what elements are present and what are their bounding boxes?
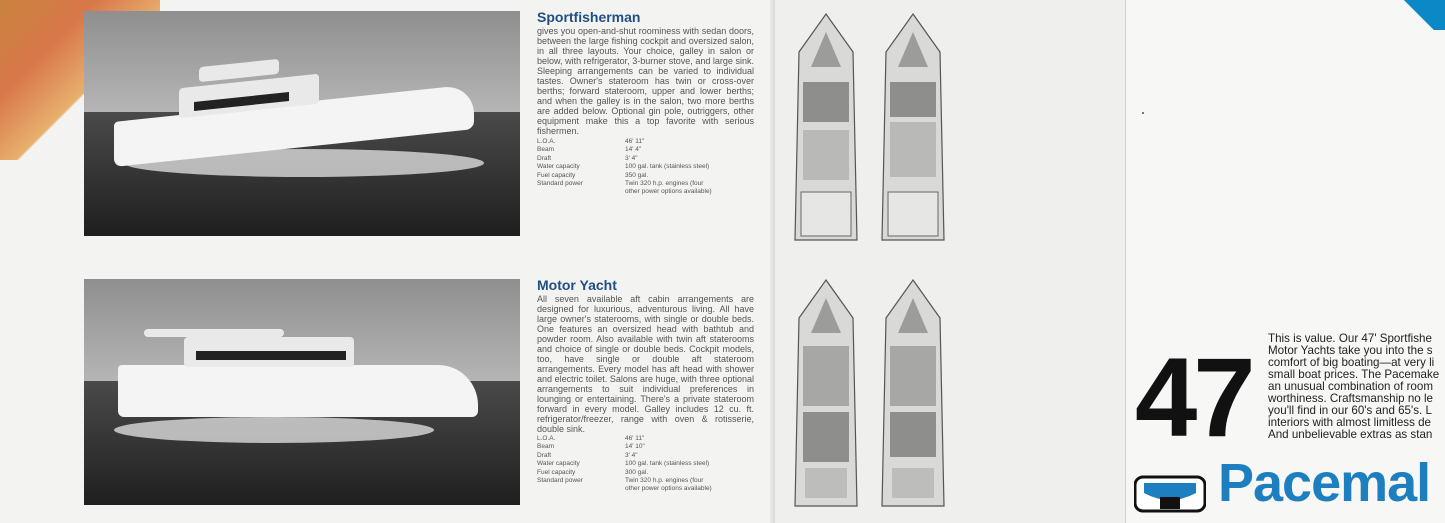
promo-line: worthiness. Craftsmanship no le (1268, 392, 1433, 405)
spec-row: Water capacity 100 gal. tank (stainless steel) (537, 163, 710, 171)
spec-row: other power options available) (625, 485, 712, 493)
spec-row: Fuel capacity 350 gal. (537, 171, 649, 179)
section-body: All seven available aft cabin arrangements are designed for luxurious, adventurous living. All have large owner's staterooms, with single or double beds. One features an oversized head with bathtub and powder room. Also available with twin aft staterooms and choice of single or double beds. Cockpit models, too, have single or double aft stateroom arrangements. Every model has aft head with shower and electric toilet. Salons are huge, with three optional arrangements to suit individual preferences in lounging or entertaining. There's a private stateroom forward in every model. Galley includes 12 cu. ft. refrigerator/freezer, range with oven & rotisserie, double sink. (537, 294, 754, 434)
spec-row: L.O.A. 46' 11" (537, 138, 645, 145)
spec-row: Draft 3' 4" (537, 451, 638, 459)
brand-name: Pacemal (1218, 453, 1431, 513)
promo-line: small boat prices. The Pacemake (1268, 368, 1440, 381)
photo-wake (114, 417, 434, 443)
promo-text (1268, 333, 1439, 441)
floor-plan-diagram (791, 12, 861, 242)
promo-line: you'll find in our 60's and 65's. L (1268, 404, 1432, 417)
section-title: Sportfisherman (537, 9, 641, 25)
spec-row: Draft 3' 4" (537, 154, 638, 162)
boat-hull (118, 365, 478, 417)
promo-line: This is value. Our 47' Sportfishe (1268, 332, 1432, 345)
promo-line: interiors with almost limitless de (1268, 416, 1432, 429)
model-number: 47 (1135, 335, 1252, 460)
floor-plan-diagram (791, 278, 861, 508)
promo-line: And unbelievable extras as stan (1268, 428, 1433, 441)
spec-table (537, 138, 745, 197)
spec-row: Fuel capacity 300 gal. (537, 468, 649, 476)
promo-line: an unusual combination of room (1268, 380, 1433, 393)
floor-plan-diagram (878, 278, 948, 508)
section-body: gives you open-and-shut roominess with sedan doors, between the large fishing cockpit and oversized salon, in all three layouts. Your choice, galley in salon or below, with refrigerator, 3-burner stove, and large sink. Sleeping arrangements can be varied to individual tastes. Owner's stateroom has twin or cross-over berths; forward stateroom, upper and lower berths; and when the galley is in the salon, two more berths are added below. Optional gin pole, outriggers, other equipment make this a top favorite with serious fishermen. (537, 26, 754, 136)
brand-logo-icon (1134, 473, 1206, 515)
spec-row: Standard power Twin 320 h.p. engines (four (537, 180, 704, 188)
floor-plan-page (775, 0, 1125, 523)
boat-window (196, 351, 346, 360)
boat-flybridge (144, 329, 284, 337)
floor-plan-diagram (878, 12, 948, 242)
spec-row: L.O.A. 46' 11" (537, 435, 645, 442)
spec-table (537, 435, 745, 494)
speck (1142, 112, 1144, 114)
spec-row: Water capacity 100 gal. tank (stainless steel) (537, 460, 710, 468)
spec-row: other power options available) (625, 188, 712, 196)
sportfisherman-photo (84, 11, 520, 236)
spec-row: Beam 14' 10" (537, 443, 645, 451)
spec-row: Standard power Twin 320 h.p. engines (four (537, 477, 704, 485)
spec-row: Beam 14' 4" (537, 146, 642, 154)
promo-line: Motor Yachts take you into the s (1268, 344, 1433, 357)
motor-yacht-photo (84, 279, 520, 505)
promo-line: comfort of big boating—at very li (1268, 356, 1435, 369)
blue-corner (1400, 0, 1445, 30)
section-title: Motor Yacht (537, 277, 617, 293)
